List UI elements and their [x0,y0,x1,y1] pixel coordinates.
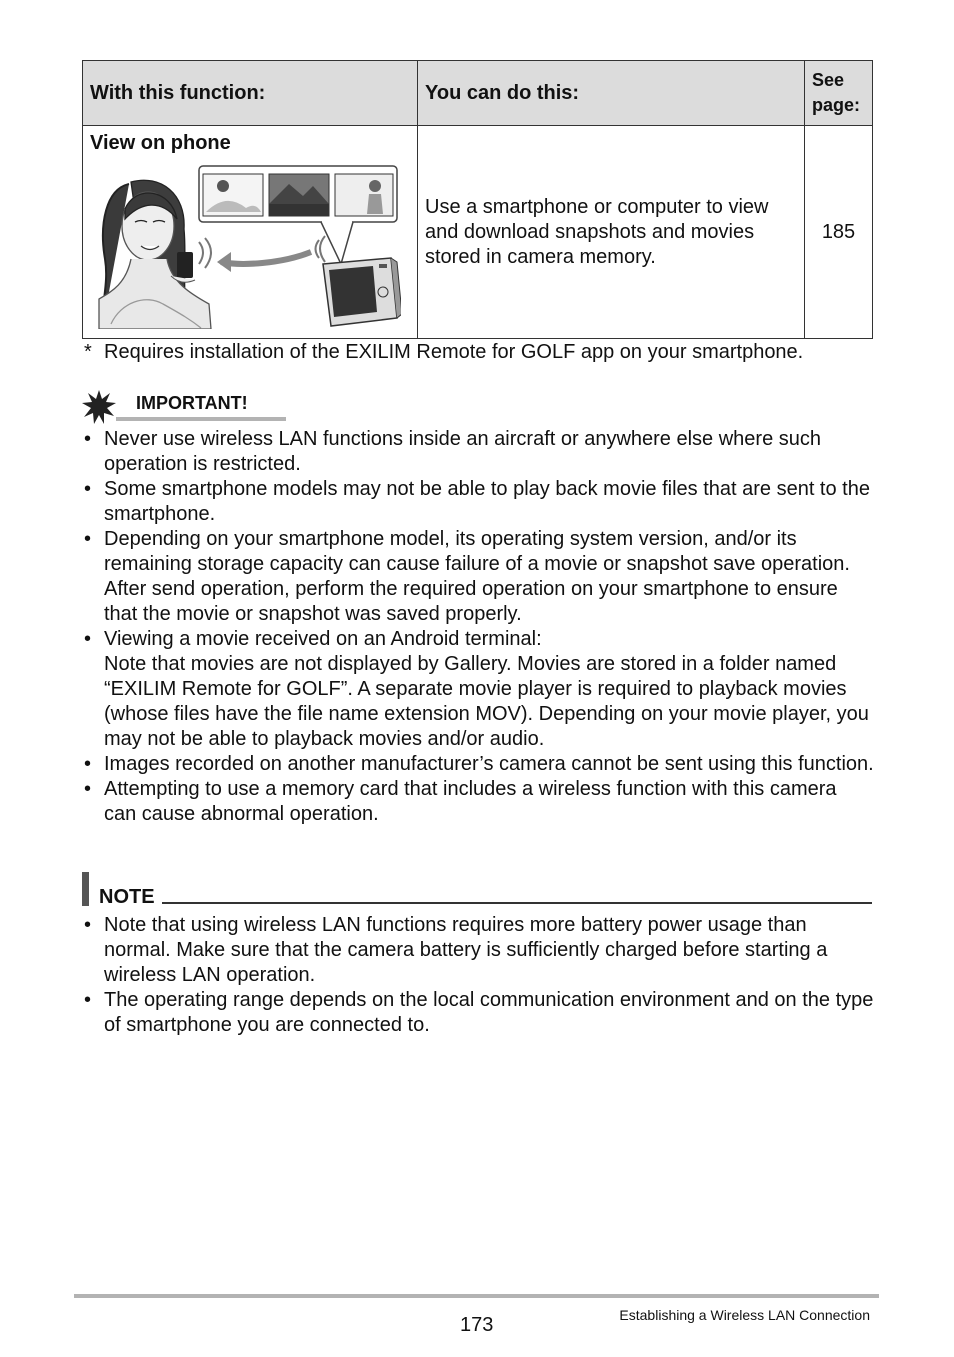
important-label: IMPORTANT! [136,393,248,413]
important-underline [116,417,286,421]
bullet-icon: • [84,753,92,775]
list-item [84,477,874,527]
header-see-page-line1: See [812,70,845,90]
bullet-icon: • [84,478,92,500]
description-cell: Use a smartphone or computer to view and download snapshots and movies stored in camera memory. [418,126,805,339]
list-item [84,913,874,988]
note-list [84,913,874,1038]
note-rule [162,902,872,904]
thumbnail-person [335,174,393,216]
footnote-mark: * [84,341,92,363]
table-row [83,126,873,339]
list-item-text: The operating range depends on the local communication environment and on the type of smartphone you are connected to. [104,989,874,1036]
bullet-icon: • [84,989,92,1011]
important-header [82,388,287,424]
bullet-icon: • [84,778,92,800]
smartphone-icon [177,252,193,278]
list-item [84,988,874,1038]
list-item-text: Depending on your smartphone model, its operating system version, and/or its remaining storage capacity can cause failure of a movie or snapshot save operation. After send operation, perform the required operation on your smartphone to ensure that the movie or snapshot was saved properly. [104,528,850,625]
list-item [84,752,874,777]
bullet-icon: • [84,528,92,550]
transfer-arrow-icon [221,252,311,264]
woman-figure [99,180,211,329]
note-label: NOTE [99,886,155,908]
bullet-icon: • [84,428,92,450]
note-bar-icon [82,872,89,906]
header-see-page-line2: page: [812,95,861,115]
page-reference: 185 [805,126,873,339]
list-item-text: Attempting to use a memory card that includes a wireless function with this camera can cause abnormal operation. [104,778,837,825]
footer-rule [74,1294,879,1298]
table-header-row [83,61,873,126]
list-item-text: Note that using wireless LAN functions requires more battery power usage than normal. Make sure that the camera battery is sufficiently charged before starting a wireless LAN operation. [104,914,828,986]
view-on-phone-illustration [91,164,401,329]
page-number: 173 [460,1314,494,1336]
header-function: With this function: [83,61,418,126]
note-header [82,872,872,908]
list-item [84,627,874,752]
list-item-text: Images recorded on another manufacturer’s camera cannot be sent using this function. [104,753,874,775]
section-title: Establishing a Wireless LAN Connection [619,1307,870,1323]
header-see-page [805,61,873,126]
image-bubble [199,166,397,264]
important-list [84,427,874,827]
list-item-text: Some smartphone models may not be able to play back movie files that are sent to the smartphone. [104,478,870,525]
function-name: View on phone [90,132,231,154]
header-action: You can do this: [418,61,805,126]
list-item [84,527,874,627]
list-item-text: Never use wireless LAN functions inside an aircraft or anywhere else where such operation is restricted. [104,428,822,475]
bullet-icon: • [84,914,92,936]
list-item [84,777,874,827]
footnote [84,340,884,365]
list-item [84,427,874,477]
burst-icon [82,390,116,424]
function-cell [83,126,418,339]
footnote-text: Requires installation of the EXILIM Remote for GOLF app on your smartphone. [104,341,804,363]
function-table [82,60,873,339]
android-note-text: Note that movies are not displayed by Gallery. Movies are stored in a folder named “EXILIM Remote for GOLF”. A separate movie player is required to playback movies (whose files have the file name extension MOV). Depending on your movie player, you may not be able to playback movies and/or audio. [104,653,869,750]
camera-icon [323,258,401,326]
bullet-icon: • [84,628,92,650]
list-item-text: Viewing a movie received on an Android terminal: [104,628,542,650]
